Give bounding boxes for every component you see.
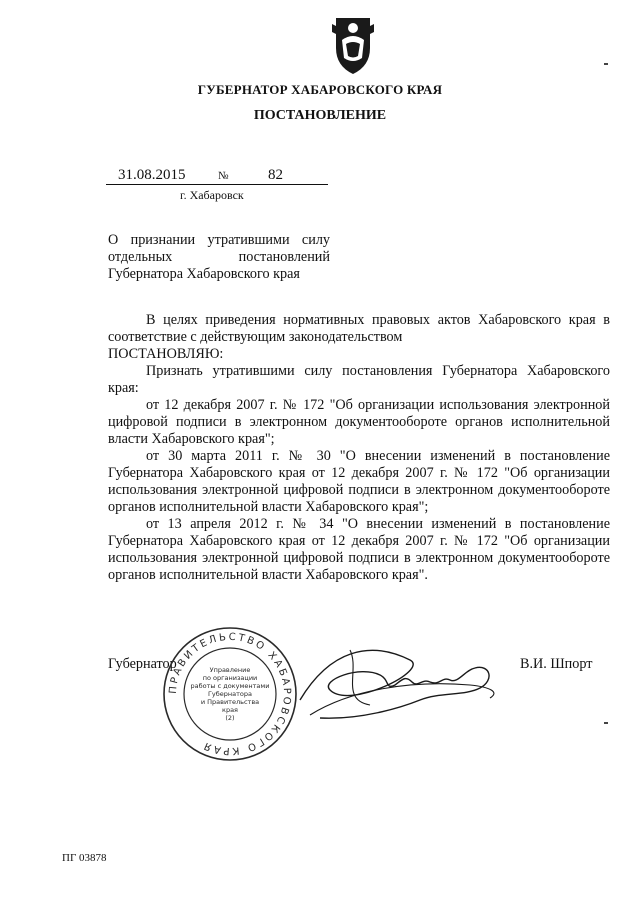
document-type: ПОСТАНОВЛЕНИЕ bbox=[253, 108, 387, 123]
document-body bbox=[108, 312, 610, 584]
signer-name: В.И. Шпорт bbox=[520, 656, 593, 672]
seal-inner-line: (2) bbox=[225, 714, 235, 722]
document-number: 82 bbox=[268, 167, 283, 183]
official-seal bbox=[160, 624, 300, 764]
date-number-underline bbox=[106, 184, 328, 185]
list-item: от 13 апреля 2012 г. № 34 "О внесении изменений в постановление Губернатора Хабаровского края от 12 декабря 2007 г. № 172 "Об организации использования электронной цифровой подписи в электронном документообороте органов исполнительной власти Хабаровского края". bbox=[108, 516, 610, 583]
document-subject: О признании утратившими силу отдельных постановлений Губернатора Хабаровского края bbox=[108, 232, 330, 282]
document-date: 31.08.2015 bbox=[118, 167, 186, 183]
seal-inner-line: работы с документами bbox=[190, 682, 270, 690]
list-item: от 12 декабря 2007 г. № 172 "Об организации использования электронной цифровой подписи в электронном документообороте органов исполнительной власти Хабаровского края"; bbox=[108, 397, 610, 447]
main-paragraph: Признать утратившими силу постановления Губернатора Хабаровского края: bbox=[108, 363, 610, 396]
seal-inner-line: Губернатора bbox=[207, 690, 253, 698]
document-code: ПГ 03878 bbox=[62, 852, 107, 864]
seal-inner-line: по организации bbox=[202, 674, 258, 682]
intro-paragraph: В целях приведения нормативных правовых актов Хабаровского края в соответствие с действующим законодательством bbox=[108, 312, 610, 345]
margin-mark bbox=[604, 722, 608, 724]
margin-mark bbox=[604, 63, 608, 65]
seal-inner-line: и Правительства bbox=[200, 698, 260, 706]
number-sign: № bbox=[218, 170, 229, 182]
authority-title: ГУБЕРНАТОР ХАБАРОВСКОГО КРАЯ bbox=[197, 82, 443, 97]
signer-position: Губернатор bbox=[108, 656, 177, 672]
coat-of-arms-icon bbox=[328, 14, 378, 76]
list-item: от 30 марта 2011 г. № 30 "О внесении изменений в постановление Губернатора Хабаровского края от 12 декабря 2007 г. № 172 "Об организации использования электронной цифровой подписи в электронном документообороте органов исполнительной власти Хабаровского края"; bbox=[108, 448, 610, 515]
handwritten-signature bbox=[290, 630, 510, 730]
seal-inner-line: Управление bbox=[209, 666, 251, 674]
city: г. Хабаровск bbox=[180, 188, 244, 202]
decree-word: ПОСТАНОВЛЯЮ: bbox=[108, 346, 224, 362]
seal-ring-text: ПРАВИТЕЛЬСТВО ХАБАРОВСКОГО КРАЯ bbox=[167, 631, 293, 757]
seal-inner-line: края bbox=[222, 706, 238, 714]
